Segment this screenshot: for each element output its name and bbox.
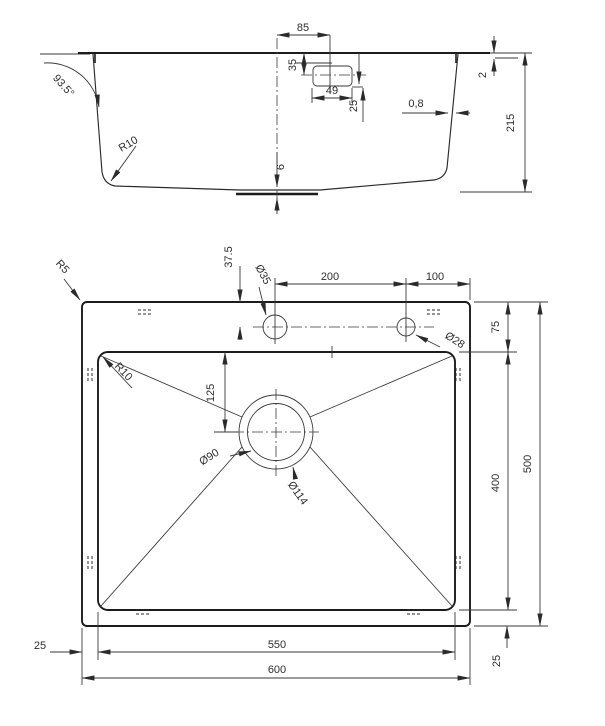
bowl-drain-diagonals (101, 356, 452, 606)
dim-hole-spacing (275, 271, 470, 314)
dim-25-bottom-label: 25 (491, 654, 503, 668)
dim-hole-offset (348, 53, 363, 122)
leader-outer-corner-radius (53, 258, 80, 300)
dim-top-lip (477, 36, 518, 78)
dim-center-to-hole (277, 22, 330, 35)
dim-wall-thickness (402, 98, 470, 113)
dim-125-label: 125 (205, 383, 217, 403)
dim-2-label: 2 (477, 71, 489, 79)
dim-bowl-depth (459, 352, 517, 610)
dim-35-label: 35 (287, 58, 299, 72)
dim-37-5-label: 37.5 (223, 246, 235, 268)
dim-r10-plan-label: R10 (111, 360, 135, 384)
plan-bowl (98, 352, 455, 610)
dim-hole-center-offset (223, 246, 240, 340)
leader-bottom-radius (111, 134, 140, 181)
faucet-hole-section (313, 66, 352, 86)
dim-400-label: 400 (490, 473, 502, 493)
dim-bowl-width (98, 612, 455, 660)
dim-6-label: 6 (275, 163, 287, 171)
dim-75-label: 75 (490, 320, 502, 334)
dim-dia114-label: Ø114 (285, 479, 310, 508)
dim-hole-width (312, 85, 352, 103)
dim-25-left-label: 25 (33, 640, 47, 652)
dim-100-label: 100 (425, 271, 445, 283)
leader-bowl-corner-radius (103, 357, 134, 388)
dim-r5-label: R5 (53, 257, 72, 277)
dim-49-label: 49 (325, 85, 339, 97)
dim-200-label: 200 (320, 271, 340, 283)
dim-overall-height (460, 53, 532, 192)
section-view (40, 22, 532, 214)
dim-wall-angle (44, 63, 99, 107)
dim-hole-depth (287, 53, 304, 75)
leader-faucet-hole-left (252, 263, 272, 315)
mounting-clip-marks (88, 310, 460, 614)
plan-outer-rim (82, 302, 470, 626)
plan-view (34, 246, 548, 685)
dim-rim-top (459, 302, 548, 352)
dim-drain-recess (275, 152, 287, 214)
dim-85-label: 85 (296, 22, 310, 34)
dim-500-label: 500 (522, 454, 534, 474)
dim-dia90-label: Ø90 (197, 446, 222, 469)
dim-550-label: 550 (267, 639, 287, 651)
dim-25-label: 25 (348, 99, 360, 113)
dim-drain-center-offset (205, 352, 238, 432)
dim-r10-section-label: R10 (116, 134, 141, 155)
leader-drain-outer (285, 467, 310, 507)
dim-0-8-label: 0,8 (408, 98, 424, 110)
leader-faucet-hole-right (416, 330, 467, 351)
dim-rim-left (34, 640, 82, 652)
leader-drain-inner (197, 447, 251, 468)
dim-angle-label: 93.5° (50, 72, 77, 100)
dim-215-label: 215 (505, 113, 517, 133)
dim-overall-width (82, 628, 470, 685)
dim-dia28-label: Ø28 (442, 329, 467, 352)
dim-dia35-label: Ø35 (252, 262, 273, 287)
dim-overall-depth (474, 302, 548, 626)
dim-rim-bottom (491, 626, 507, 667)
dim-600-label: 600 (267, 664, 287, 676)
